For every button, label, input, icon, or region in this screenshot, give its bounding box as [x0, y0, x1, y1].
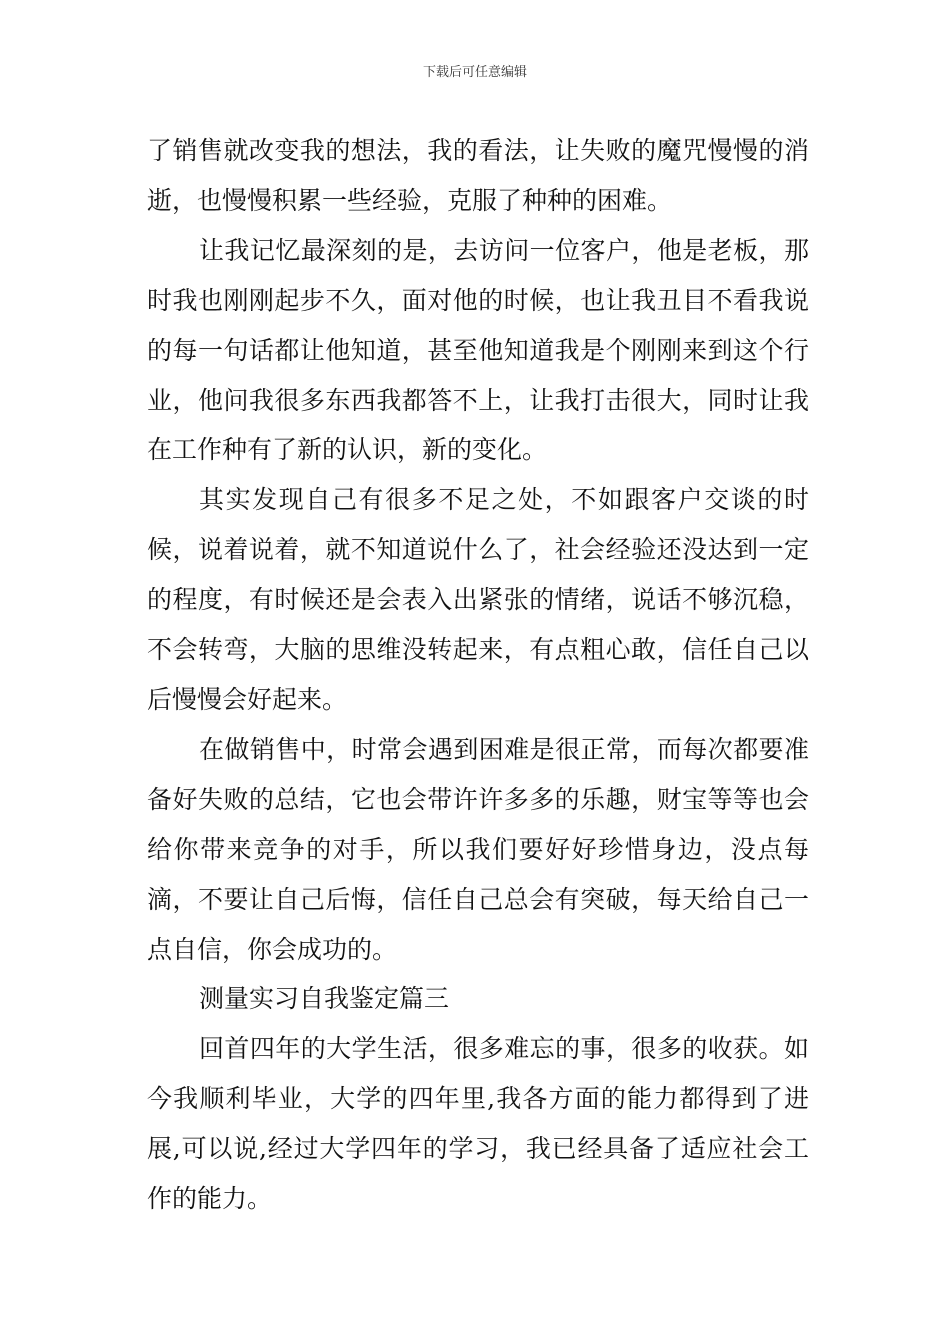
- section-title: 测量实习自我鉴定篇三: [199, 984, 450, 1014]
- paragraph-client-visit: 让我记忆最深刻的是，去访问一位客户，他是老板，那时我也刚刚起步不久，面对他的时候，也让我丑目不看我说的每一句话都让他知道，甚至他知道我是个刚刚来到这个行业，他问我很多东西我都答不上，让我打击很大，同时让我在工作种有了新的认识，新的变化。: [147, 235, 809, 465]
- paragraph-university-review: 回首四年的大学生活，很多难忘的事，很多的收获。如今我顺利毕业，大学的四年里,我各方面的能力都得到了进展,可以说,经过大学四年的学习，我已经具备了适应社会工作的能力。: [147, 1034, 809, 1214]
- paragraph-shortcomings: 其实发现自己有很多不足之处，不如跟客户交谈的时候，说着说着，就不知道说什么了，社会经验还没达到一定的程度，有时候还是会表入出紧张的情绪，说话不够沉稳，不会转弯，大脑的思维没转起来，有点粗心敢，信任自己以后慢慢会好起来。: [147, 485, 809, 714]
- paragraph-sales-difficulties: 在做销售中，时常会遇到困难是很正常，而每次都要准备好失败的总结，它也会带许许多多的乐趣，财宝等等也会给你带来竞争的对手，所以我们要好好珍惜身边，没点每滴，不要让自己后悔，信任自己总会有突破，每天给自己一点自信，你会成功的。: [147, 734, 809, 964]
- paragraph-continued: 了销售就改变我的想法，我的看法，让失败的魔咒慢慢的消逝，也慢慢积累一些经验，克服了种种的困难。: [147, 136, 809, 215]
- page-header: 下载后可任意编辑: [422, 65, 527, 80]
- document-body: [147, 126, 809, 1224]
